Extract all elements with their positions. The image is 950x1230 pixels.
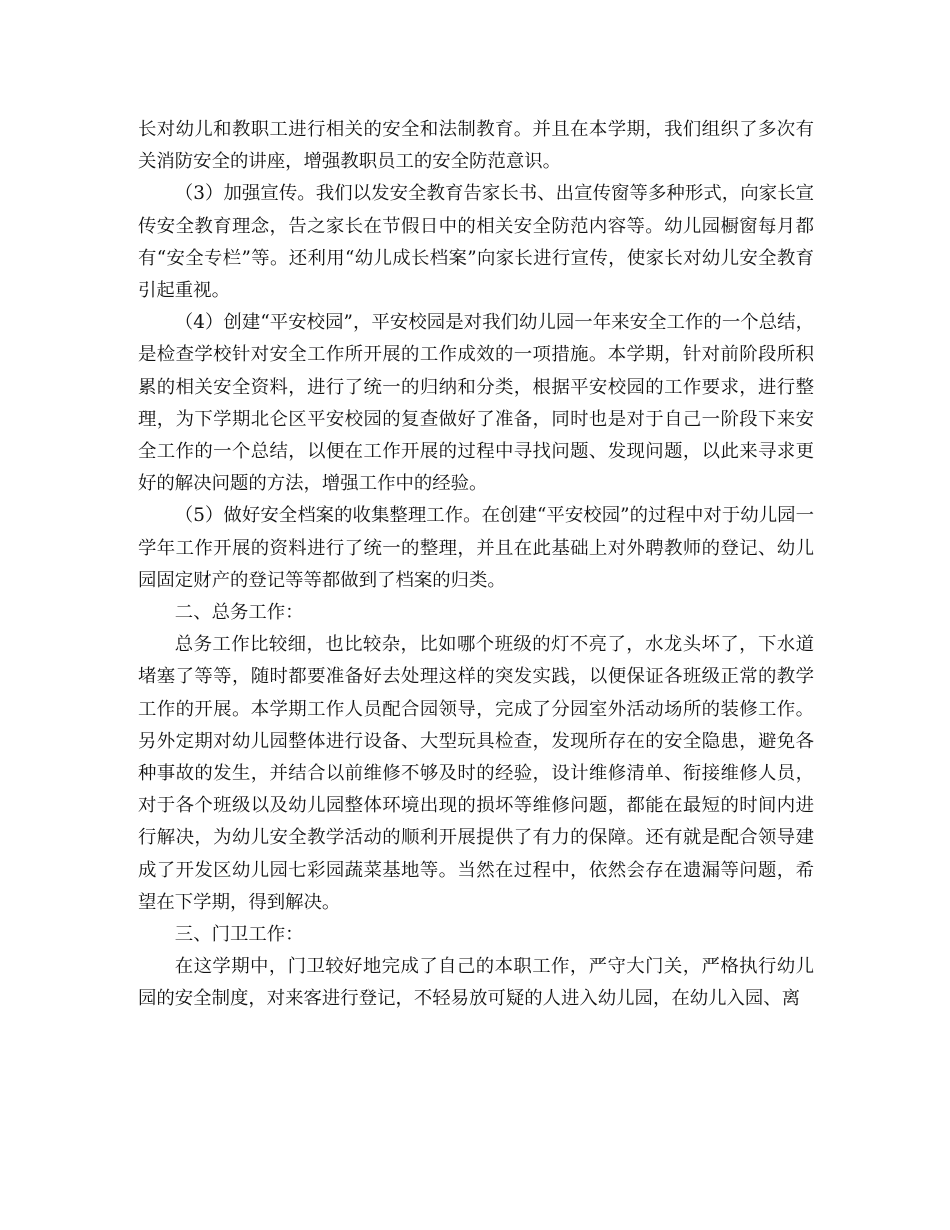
paragraph-1: 长对幼儿和教职工进行相关的安全和法制教育。并且在本学期，我们组织了多次有关消防安全的讲座，增强教职员工的安全防范意识。: [138, 119, 814, 173]
paragraph-3: （4）创建“平安校园”，平安校园是对我们幼儿园一年来安全工作的一个总结，是检查学校针对安全工作所开展的工作成效的一项措施。本学期，针对前阶段所积累的相关安全资料，进行了统一的归纳和分类，根据平安校园的工作要求，进行整理，为下学期北仑区平安校园的复查做好了准备，同时也是对于自己一阶段下来安全工作的一个总结，以便在工作开展的过程中寻找问题、发现问题，以此来寻求更好的解决问题的方法，增强工作中的经验。: [138, 312, 814, 495]
section-heading-general-affairs: 二、总务工作：: [174, 602, 304, 624]
paragraph-2: （3）加强宣传。我们以发安全教育告家长书、出宣传窗等多种形式，向家长宣传安全教育理念，告之家长在节假日中的相关安全防范内容等。幼儿园橱窗每月都有“安全专栏”等。还利用“幼儿成长档案”向家长进行宣传，使家长对幼儿安全教育引起重视。: [138, 183, 814, 302]
section-heading-gatekeeper: 三、门卫工作：: [174, 924, 304, 946]
paragraph-5: 总务工作比较细，也比较杂，比如哪个班级的灯不亮了，水龙头坏了，下水道堵塞了等等，随时都要准备好去处理这样的突发实践，以便保证各班级正常的教学工作的开展。本学期工作人员配合园领导，完成了分园室外活动场所的装修工作。另外定期对幼儿园整体进行设备、大型玩具检查，发现所存在的安全隐患，避免各种事故的发生，并结合以前维修不够及时的经验，设计维修清单、衔接维修人员，对于各个班级以及幼儿园整体环境出现的损坏等维修问题，都能在最短的时间内进行解决，为幼儿安全教学活动的顺利开展提供了有力的保障。还有就是配合领导建成了开发区幼儿园七彩园蔬菜基地等。当然在过程中，依然会存在遗漏等问题，希望在下学期，得到解决。: [138, 634, 814, 913]
paragraph-4: （5）做好安全档案的收集整理工作。在创建“平安校园”的过程中对于幼儿园一学年工作开展的资料进行了统一的整理，并且在此基础上对外聘教师的登记、幼儿园固定财产的登记等等都做到了档案的归类。: [138, 505, 814, 591]
paragraph-6: 在这学期中，门卫较好地完成了自己的本职工作，严守大门关，严格执行幼儿园的安全制度，对来客进行登记，不轻易放可疑的人进入幼儿园，在幼儿入园、离: [138, 956, 814, 1010]
document-body: [138, 114, 814, 1016]
